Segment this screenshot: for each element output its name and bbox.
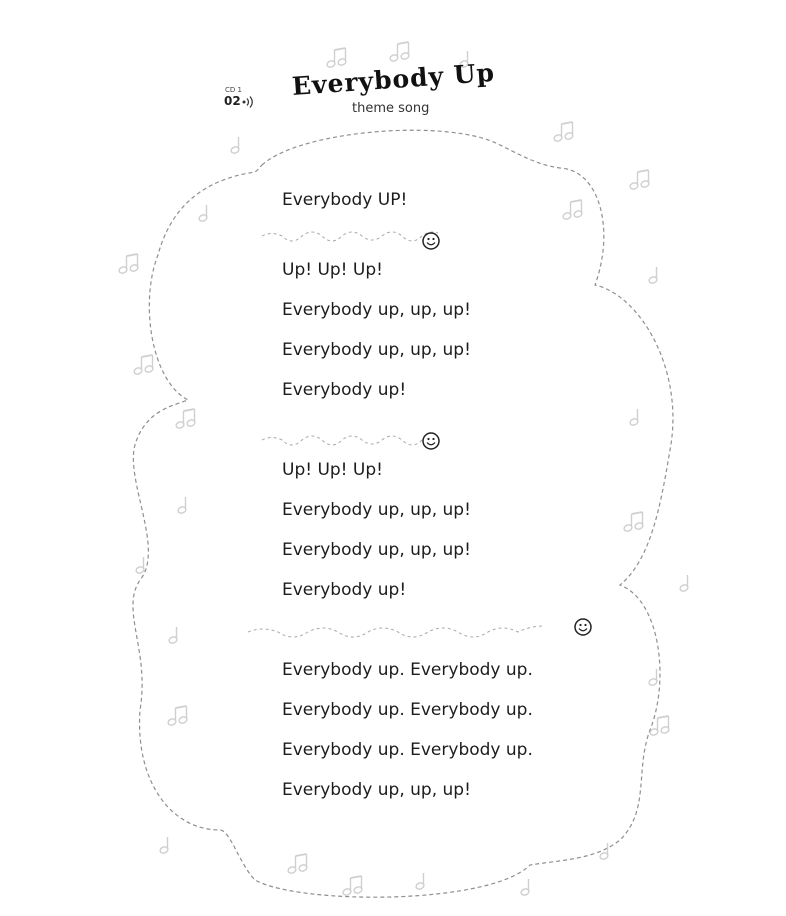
song-subtitle: theme song xyxy=(352,101,430,116)
music-note-icon xyxy=(415,873,425,890)
double-music-note-icon xyxy=(623,512,644,532)
wave-divider-1 xyxy=(262,232,438,241)
lyric-line: Everybody up. Everybody up. xyxy=(282,700,533,720)
lyric-line: Everybody up! xyxy=(282,380,407,400)
music-note-icon xyxy=(648,267,658,284)
lyric-line: Everybody up, up, up! xyxy=(282,780,471,800)
music-note-icon xyxy=(159,837,169,854)
double-music-note-icon xyxy=(649,716,670,736)
cd-label: CD 1 xyxy=(225,86,242,94)
music-note-icon xyxy=(198,205,208,222)
double-music-note-icon xyxy=(167,706,188,726)
double-music-note-icon xyxy=(287,854,308,874)
lyric-line: Everybody up, up, up! xyxy=(282,340,471,360)
double-music-note-icon xyxy=(389,42,410,62)
cd-track-badge xyxy=(221,86,265,120)
double-music-note-icon xyxy=(553,122,574,142)
music-note-icon xyxy=(648,669,658,686)
lyric-line: Everybody up, up, up! xyxy=(282,500,471,520)
smiley-face-icon xyxy=(423,433,439,449)
cd-track-number: 02 xyxy=(224,94,241,108)
double-music-note-icon xyxy=(175,409,196,429)
lyric-line: Up! Up! Up! xyxy=(282,260,383,280)
music-note-icon xyxy=(679,575,689,592)
song-title: Everybody Up xyxy=(290,57,496,101)
music-note-icon xyxy=(135,557,145,574)
lyric-line: Everybody UP! xyxy=(282,190,408,210)
sound-waves-icon xyxy=(242,96,256,108)
lyric-line: Up! Up! Up! xyxy=(282,460,383,480)
double-music-note-icon xyxy=(326,48,347,68)
smiley-face-icon xyxy=(575,619,591,635)
double-music-note-icon xyxy=(133,355,154,375)
double-music-note-icon xyxy=(118,254,139,274)
music-note-icon xyxy=(168,627,178,644)
music-note-icon xyxy=(629,409,639,426)
wave-divider-3 xyxy=(248,626,544,637)
double-music-note-icon xyxy=(562,200,583,220)
lyric-line: Everybody up. Everybody up. xyxy=(282,740,533,760)
lyric-line: Everybody up, up, up! xyxy=(282,540,471,560)
smiley-face-icon xyxy=(423,233,439,249)
lyric-line: Everybody up, up, up! xyxy=(282,300,471,320)
music-note-icon xyxy=(177,497,187,514)
double-music-note-icon xyxy=(342,876,363,896)
lyric-line: Everybody up! xyxy=(282,580,407,600)
music-note-icon xyxy=(230,137,240,154)
lyric-line: Everybody up. Everybody up. xyxy=(282,660,533,680)
music-note-icon xyxy=(520,879,530,896)
wave-divider-2 xyxy=(262,436,438,445)
double-music-note-icon xyxy=(629,170,650,190)
